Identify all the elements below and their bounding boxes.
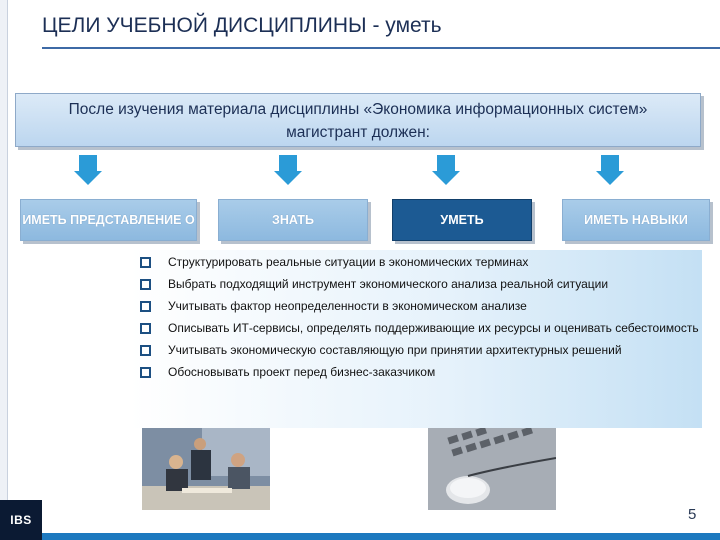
keyboard-mouse-photo	[428, 428, 556, 510]
list-item	[140, 278, 700, 291]
list-item	[140, 344, 700, 357]
category-umet[interactable]	[392, 199, 532, 241]
list-item	[140, 256, 700, 269]
title-underline	[42, 47, 720, 49]
category-imet-navyki[interactable]	[562, 199, 710, 241]
category-label: ИМЕТЬ ПРЕДСТАВЛЕНИЕ О	[22, 212, 195, 227]
category-label: ИМЕТЬ НАВЫКИ	[584, 212, 688, 227]
list-item	[140, 366, 700, 379]
list-item-text: Описывать ИТ-сервисы, определять поддерживающие их ресурсы и оценивать себестоимость	[168, 321, 699, 335]
category-imet-predstavlenie[interactable]	[20, 199, 197, 241]
list-item-text: Структурировать реальные ситуации в экономических терминах	[168, 255, 529, 269]
list-item-text: Обосновывать проект перед бизнес-заказчиком	[168, 365, 436, 379]
checkbox-bullet-icon	[140, 301, 151, 312]
list-item-text: Учитывать фактор неопределенности в экономическом анализе	[168, 299, 527, 313]
category-label: ЗНАТЬ	[272, 212, 314, 227]
intro-text: После изучения материала дисциплины «Экономика информационных систем» магистрант должен:	[68, 101, 648, 141]
meeting-photo	[142, 428, 270, 510]
category-znat[interactable]	[218, 199, 368, 241]
skills-list	[140, 256, 700, 388]
category-label: УМЕТЬ	[440, 212, 484, 227]
checkbox-bullet-icon	[140, 257, 151, 268]
list-item	[140, 322, 700, 335]
company-logo	[0, 500, 42, 540]
checkbox-bullet-icon	[140, 345, 151, 356]
page-title: ЦЕЛИ УЧЕБНОЙ ДИСЦИПЛИНЫ - уметь	[42, 14, 442, 37]
intro-box	[15, 93, 701, 147]
logo-text: IBS	[10, 513, 32, 527]
checkbox-bullet-icon	[140, 367, 151, 378]
list-item	[140, 300, 700, 313]
list-item-text: Учитывать экономическую составляющую при принятии архитектурных решений	[168, 343, 622, 357]
bottom-bar	[42, 533, 720, 540]
left-border	[0, 0, 8, 540]
checkbox-bullet-icon	[140, 323, 151, 334]
page-number: 5	[688, 506, 697, 523]
list-item-text: Выбрать подходящий инструмент экономического анализа реальной ситуации	[168, 277, 609, 291]
checkbox-bullet-icon	[140, 279, 151, 290]
